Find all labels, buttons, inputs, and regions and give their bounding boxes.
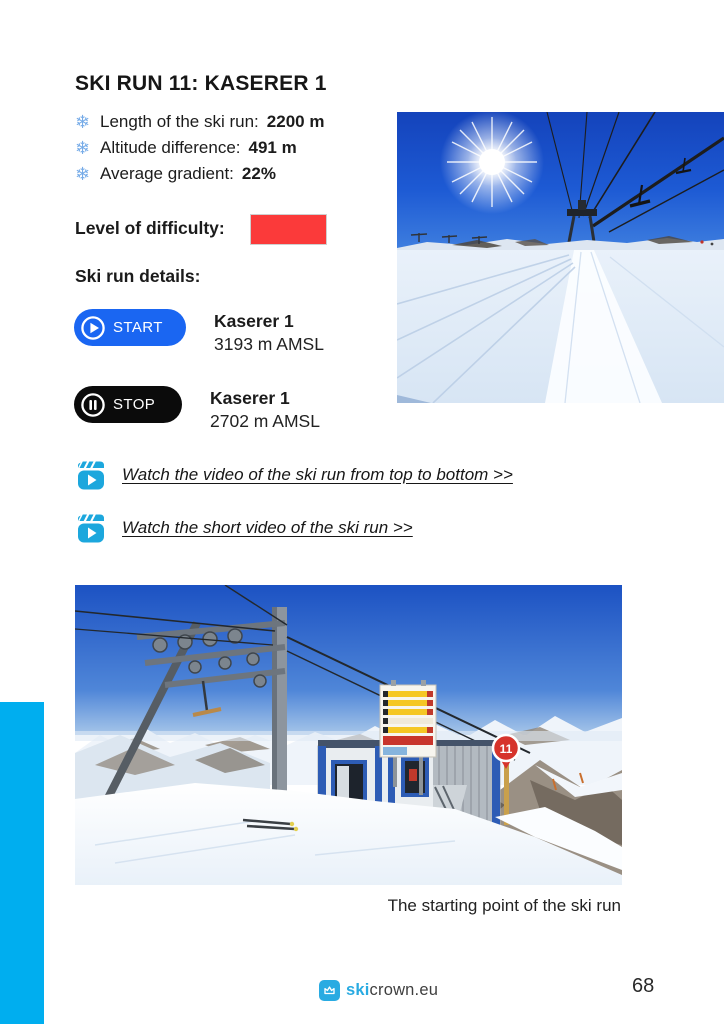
brand-ski: ski xyxy=(346,981,370,999)
fact-value: 2200 m xyxy=(266,112,325,131)
photo-starting-point xyxy=(75,585,622,885)
footer-brand xyxy=(319,980,438,1001)
fact-gradient xyxy=(73,161,324,187)
fact-list xyxy=(73,109,324,187)
stop-run-name: Kaserer 1 xyxy=(210,388,290,408)
stop-info xyxy=(210,386,320,433)
snowflake-icon: ❄ xyxy=(74,112,91,132)
snowflake-icon: ❄ xyxy=(74,138,91,158)
start-button-label: START xyxy=(113,319,163,336)
photo-caption: The starting point of the ski run xyxy=(387,896,621,915)
details-heading: Ski run details: xyxy=(75,266,201,286)
difficulty-level-swatch xyxy=(250,214,327,245)
start-waypoint-row xyxy=(74,309,324,356)
video-link-label: Watch the short video of the ski run >> xyxy=(122,518,413,537)
brand-name xyxy=(346,981,438,1000)
difficulty-label: Level of difficulty: xyxy=(75,218,225,238)
video-link-short[interactable] xyxy=(75,512,413,544)
run-number: 11 xyxy=(499,742,513,756)
sun xyxy=(440,112,544,214)
page-number: 68 xyxy=(632,975,655,997)
start-run-name: Kaserer 1 xyxy=(214,311,294,331)
video-clip-icon xyxy=(75,459,107,491)
fact-label: Length of the ski run: xyxy=(100,112,259,131)
left-accent-bar xyxy=(0,702,44,1024)
fact-value: 491 m xyxy=(248,138,297,157)
start-button[interactable] xyxy=(74,309,186,346)
stop-altitude: 2702 m AMSL xyxy=(210,411,320,431)
fact-length xyxy=(73,109,324,135)
stop-button[interactable] xyxy=(74,386,182,423)
photo-ski-run-sunny xyxy=(397,112,724,403)
video-link-label: Watch the video of the ski run from top to bottom >> xyxy=(122,465,513,484)
brand-rest: crown.eu xyxy=(369,981,439,999)
stop-waypoint-row xyxy=(74,386,320,433)
page-title: SKI RUN 11: KASERER 1 xyxy=(75,72,327,95)
snowflake-icon: ❄ xyxy=(74,164,91,184)
fact-label: Average gradient: xyxy=(100,164,234,183)
fact-altitude xyxy=(73,135,324,161)
video-clip-icon xyxy=(75,512,107,544)
play-icon xyxy=(80,315,106,341)
video-link-full[interactable] xyxy=(75,459,513,491)
pause-icon xyxy=(80,392,106,418)
start-info xyxy=(214,309,324,356)
fact-value: 22% xyxy=(241,164,276,183)
start-altitude: 3193 m AMSL xyxy=(214,334,324,354)
crown-logo-icon xyxy=(319,980,340,1001)
fact-label: Altitude difference: xyxy=(100,138,241,157)
snow-slope xyxy=(397,250,724,403)
stop-button-label: STOP xyxy=(113,396,156,413)
